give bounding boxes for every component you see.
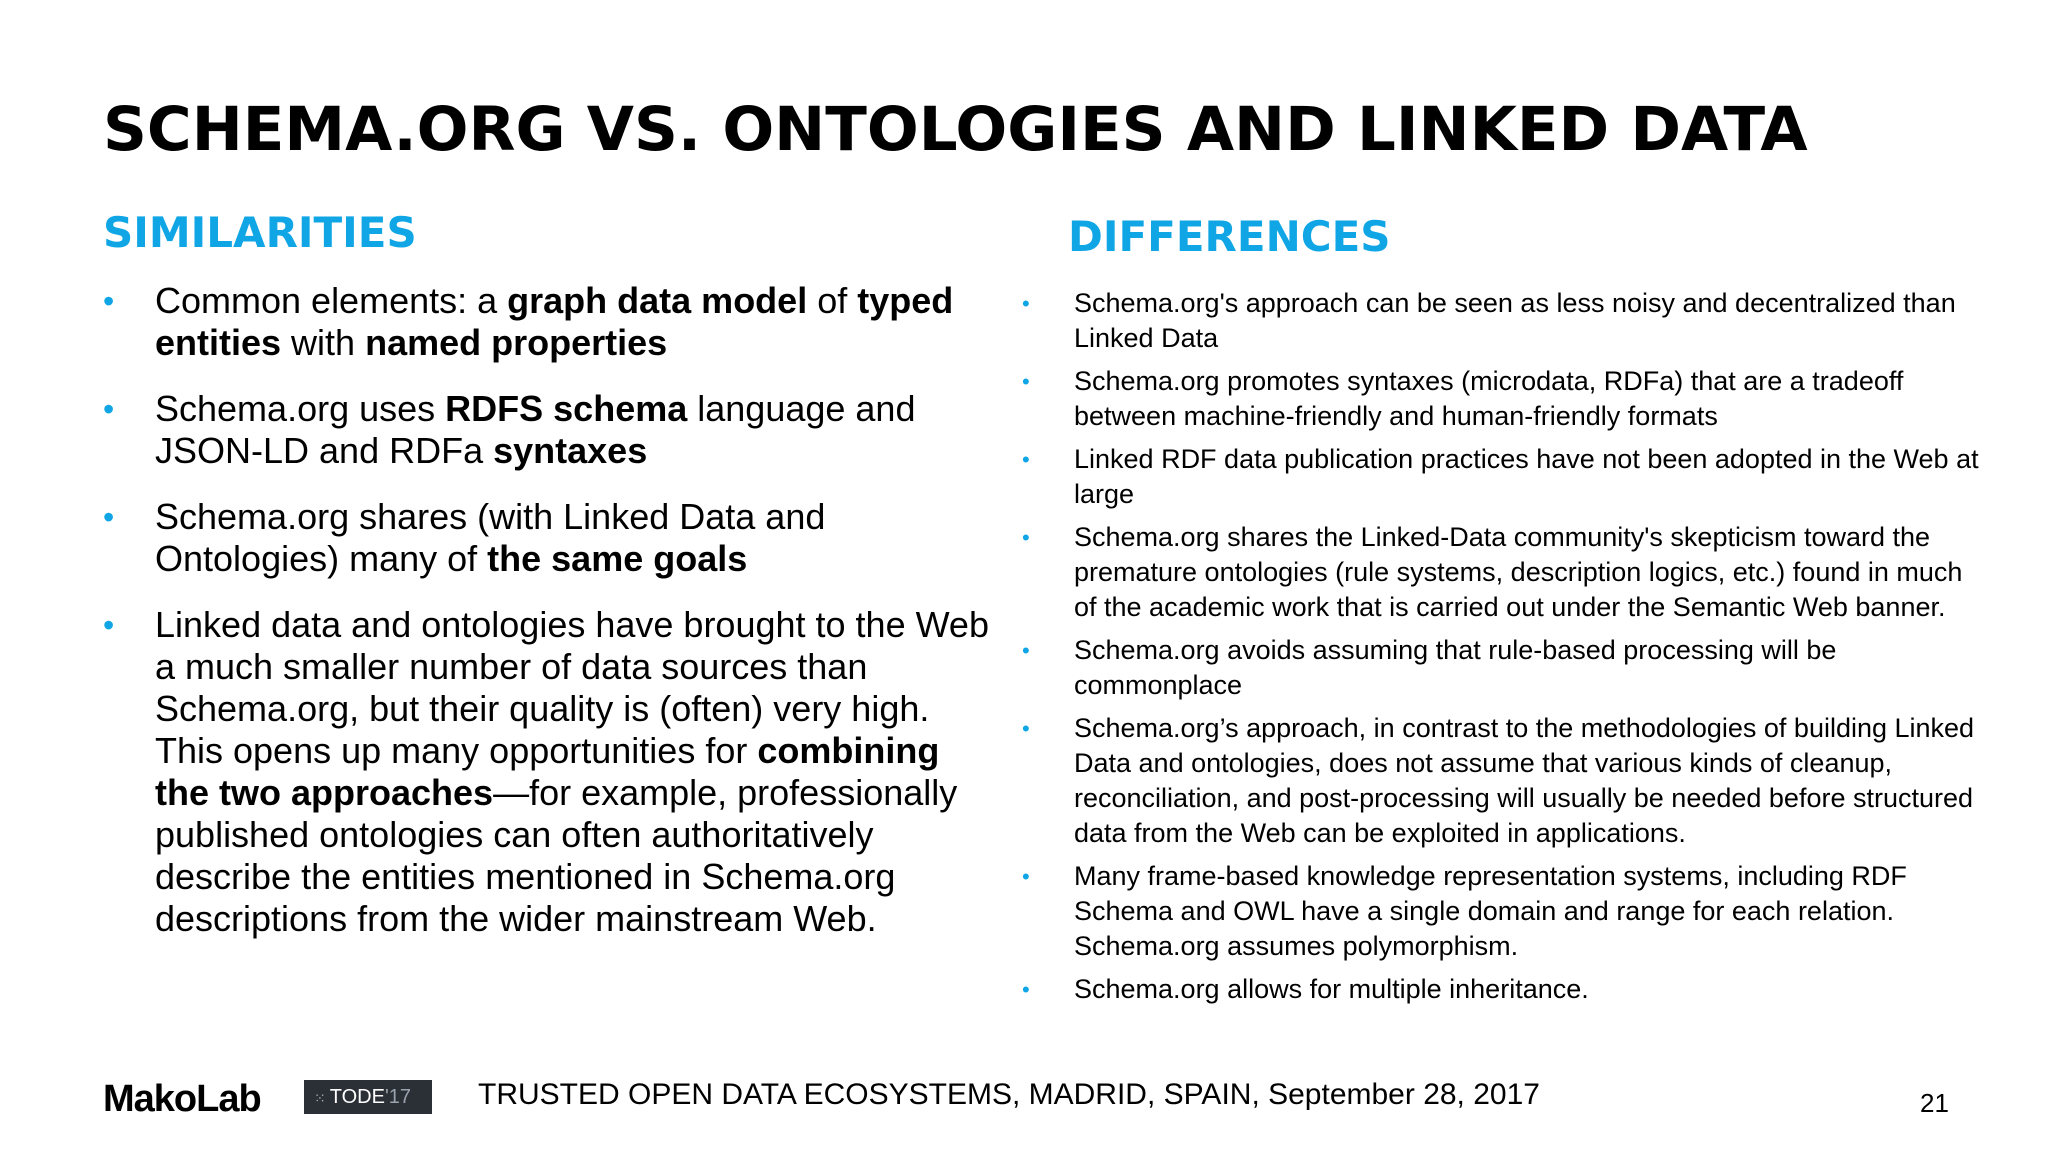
list-item: • Schema.org promotes syntaxes (microdata, RDFa) that are a tradeoff between machine-friendly and human-friendly formats — [1022, 366, 1904, 431]
list-item: • Schema.org's approach can be seen as less noisy and decentralized than Linked Data — [1022, 288, 1956, 353]
footer-text: TRUSTED OPEN DATA ECOSYSTEMS, MADRID, SPAIN, September 28, 2017 — [478, 1078, 1540, 1111]
bullet-icon: • — [103, 499, 115, 535]
list-item: • Linked data and ontologies have brought to the Web a much smaller number of data sources than Schema.org, but their quality is (often) very high. This opens up many opportunities for combining the two approaches—for example, professionally published ontologies can often authoritatively describe the entities mentioned in Schema.org descriptions from the wider mainstream Web. — [103, 604, 989, 939]
footer — [0, 1078, 2048, 1128]
list-item: • Schema.org’s approach, in contrast to the methodologies of building Linked Data and ontologies, does not assume that various kinds of cleanup, reconciliation, and post-processing will usually be needed before structured data from the Web can be exploited in applications. — [1022, 713, 1975, 848]
differences-list — [1022, 286, 1982, 1015]
page-number: 21 — [1920, 1088, 1949, 1118]
bullet-icon: • — [103, 391, 115, 427]
list-item: • Many frame-based knowledge representation systems, including RDF Schema and OWL have a single domain and range for each relation. Schema.org assumes polymorphism. — [1022, 861, 1907, 961]
list-item: • Schema.org shares the Linked-Data community's skepticism toward the premature ontologies (rule systems, description logics, etc.) found in much of the academic work that is carried out under the Semantic Web banner. — [1022, 522, 1963, 622]
bullet-icon: • — [1022, 447, 1030, 472]
similarities-heading: SIMILARITIES — [103, 208, 417, 257]
list-item: • Schema.org avoids assuming that rule-based processing will be commonplace — [1022, 635, 1837, 700]
tode-name: TODE — [329, 1086, 385, 1108]
bullet-icon: • — [1022, 977, 1030, 1002]
bullet-icon: • — [1022, 638, 1030, 663]
list-item: • Schema.org uses RDFS schema language and JSON-LD and RDFa syntaxes — [103, 388, 916, 471]
bullet-icon: • — [1022, 525, 1030, 550]
bullet-icon: • — [1022, 291, 1030, 316]
similarities-list — [103, 280, 1003, 964]
tode-dots-icon: ⁙ — [314, 1090, 326, 1106]
tode-badge — [304, 1080, 432, 1114]
bullet-icon: • — [1022, 864, 1030, 889]
list-item: • Schema.org shares (with Linked Data and Ontologies) many of the same goals — [103, 496, 826, 579]
bullet-icon: • — [1022, 716, 1030, 741]
list-item: • Linked RDF data publication practices have not been adopted in the Web at large — [1022, 444, 1979, 509]
makolab-logo: MakoLab — [103, 1078, 261, 1120]
bullet-icon: • — [103, 283, 115, 319]
bullet-icon: • — [103, 607, 115, 643]
list-item: • Common elements: a graph data model of typed entities with named properties — [103, 280, 954, 363]
slide-title: SCHEMA.ORG VS. ONTOLOGIES AND LINKED DATA — [103, 94, 1808, 165]
bullet-icon: • — [1022, 369, 1030, 394]
differences-heading: DIFFERENCES — [1068, 212, 1391, 261]
tode-year: '17 — [384, 1086, 412, 1108]
list-item: • Schema.org allows for multiple inheritance. — [1022, 972, 1982, 1007]
